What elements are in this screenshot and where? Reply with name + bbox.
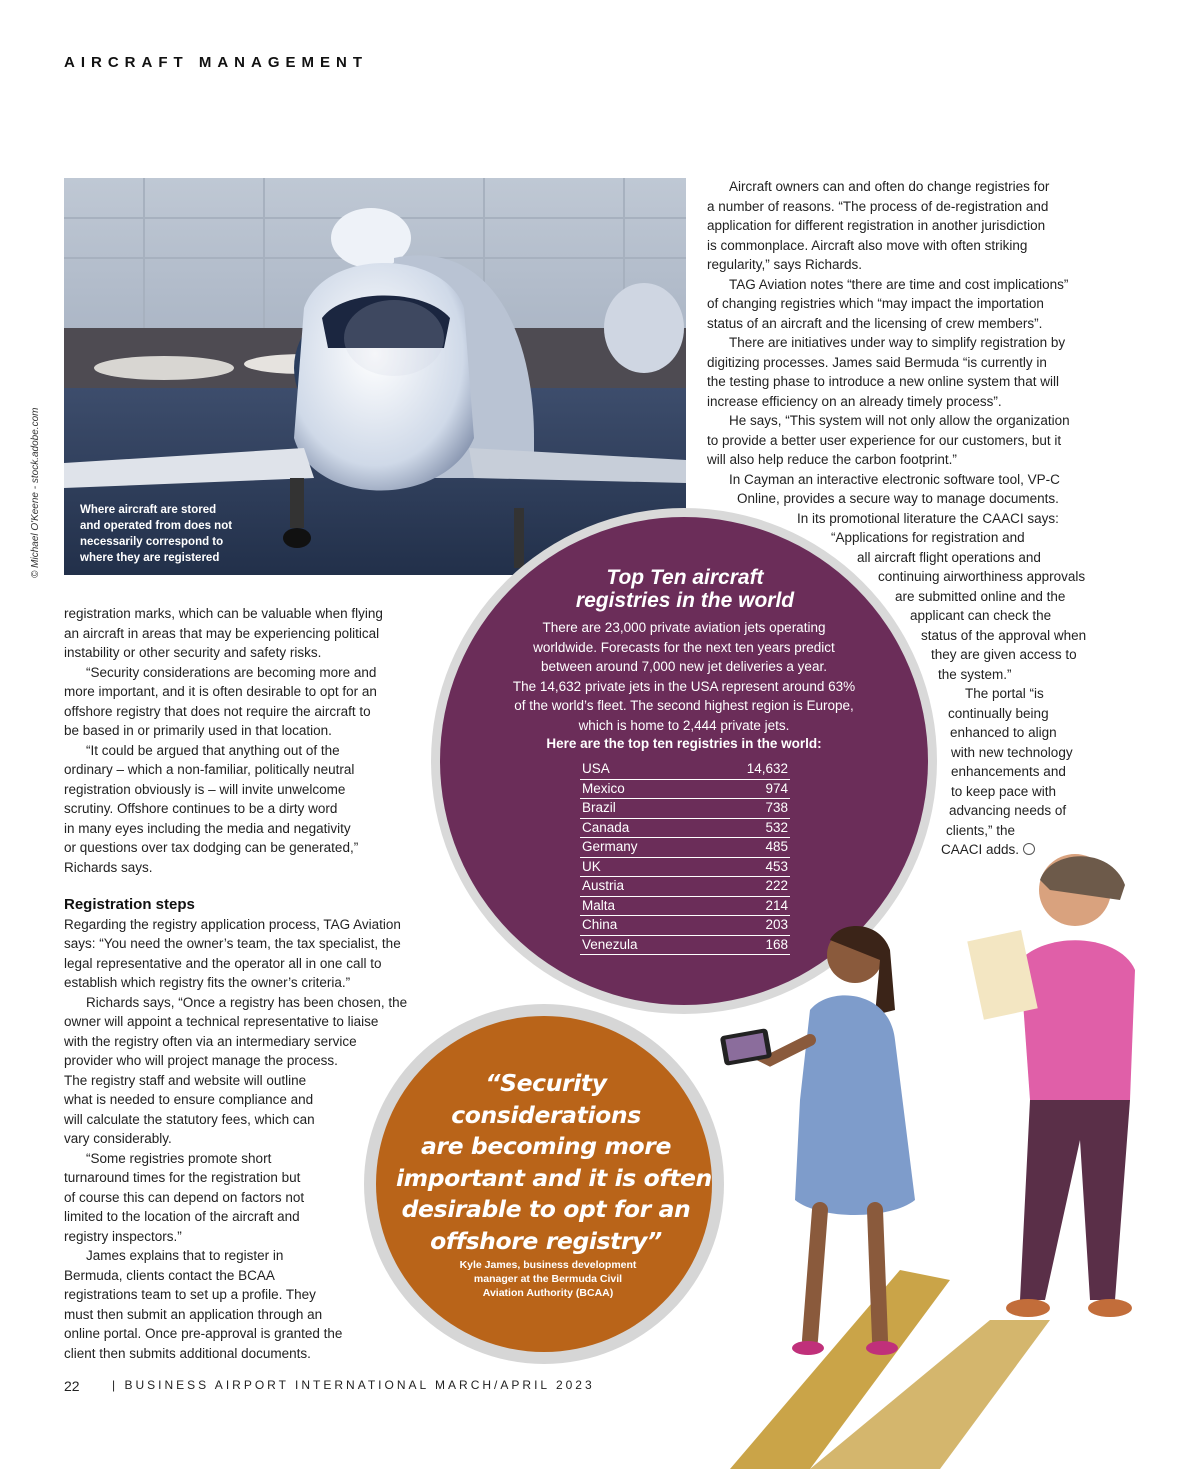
text-line: Bermuda, clients contact the BCAA [64,1267,275,1283]
publication-footer: | BUSINESS AIRPORT INTERNATIONAL MARCH/APRIL 2023 [112,1378,595,1392]
text-line: digitizing processes. James said Bermuda “is currently in [707,354,1047,370]
caption-line: Where aircraft are stored [80,504,217,516]
attribution-line: Aviation Authority (BCAA) [482,1287,614,1299]
count-cell: 14,632 [699,760,790,779]
caption-line: necessarily correspond to [80,536,224,548]
text-line: The registry staff and website will outline [64,1072,307,1088]
text-line: clients,” the [946,822,1016,838]
text-line: in many eyes including the media and negativity [64,820,351,836]
text-line: or questions over tax dodging can be generated,” [64,840,359,855]
text-line: worldwide. Forecasts for the next ten years predict [533,639,835,655]
text-line: “Some registries promote short [86,1150,272,1166]
count-cell: 203 [699,916,790,936]
text-line: will calculate the statutory fees, which can [64,1111,315,1127]
attribution-line: Kyle James, business development [459,1259,637,1271]
text-line: an aircraft in areas that may be experiencing political [64,625,380,641]
count-cell: 532 [699,818,790,838]
paragraph [64,741,454,878]
text-line: There are 23,000 private aviation jets operating [542,620,826,635]
text-line: The portal “is [965,686,1044,701]
text-line: James explains that to register in [86,1248,284,1263]
text-line: they are given access to [931,647,1077,662]
caption-line: where they are registered [80,552,220,564]
text-line: client then submits additional documents. [64,1345,311,1361]
section-title: AIRCRAFT MANAGEMENT [64,54,368,71]
text-line: online portal. Once pre-approval is granted the [64,1326,343,1341]
text-line: of changing registries which “may impact the importation [707,296,1044,311]
paragraph [707,177,1127,275]
country-cell: Mexico [580,779,699,799]
table-row [580,857,790,877]
paragraph [707,333,1127,411]
text-line: with new technology [951,744,1073,760]
text-line: are submitted online and the [895,588,1066,604]
text-line: all aircraft flight operations and [857,549,1041,565]
country-cell: Germany [580,838,699,858]
text-line: owner will appoint a technical representative to liaise [64,1014,379,1029]
table-row [580,779,790,799]
text-line: to keep pace with [951,783,1057,799]
text-line: status of the approval when [921,627,1087,643]
text-line: says: “You need the owner’s team, the tax specialist, the [64,936,401,951]
text-line: continually being [948,705,1049,721]
title-line: Top Ten aircraft [606,566,764,589]
text-line: to provide a better user experience for our customers, but it [707,432,1062,448]
count-cell: 974 [699,779,790,799]
pull-quote [396,1068,712,1257]
text-line: Aircraft owners can and often do change registries for [729,179,1050,194]
table-row [580,818,790,838]
count-cell: 453 [699,857,790,877]
paragraph [707,275,1127,334]
table-row [580,877,790,897]
text-line: of course this can depend on factors not [64,1189,305,1205]
table-row [580,896,790,916]
caption-line: and operated from does not [80,520,233,532]
table-row [580,838,790,858]
text-line: “It could be argued that anything out of the [86,742,340,758]
count-cell: 168 [699,935,790,955]
text-line: scrutiny. Offshore continues to be a dirty word [64,801,338,816]
text-line: the testing phase to introduce a new online system that will [707,374,1059,389]
text-line: of the world’s fleet. The second highest region is Europe, [514,698,854,713]
text-line: ordinary – which a non-familiar, politically neutral [64,762,355,777]
photo-caption [80,502,280,566]
text-line: what is needed to ensure compliance and [64,1092,314,1107]
paragraph [64,663,454,741]
paragraph [707,411,1127,470]
text-line: applicant can check the [910,608,1052,623]
text-line: Regarding the registry application process, TAG Aviation [64,916,401,932]
text-line: Richards says, “Once a registry has been chosen, the [86,994,408,1010]
quote-line: “Security [485,1069,607,1097]
count-cell: 222 [699,877,790,897]
page-number: 22 [64,1378,80,1394]
text-line: regularity,” says Richards. [707,257,863,272]
quote-line: are becoming more [420,1132,672,1160]
text-line: with the registry often via an intermediary service [64,1033,357,1049]
text-line: registration marks, which can be valuable when flying [64,606,383,621]
text-line: Richards says. [64,859,153,875]
pull-quote-attribution [430,1258,666,1300]
count-cell: 738 [699,799,790,819]
text-line: The 14,632 private jets in the USA represent around 63% [512,678,856,694]
quote-line: considerations [451,1100,641,1129]
count-cell: 214 [699,896,790,916]
text-line: advancing needs of [949,803,1067,818]
text-line: registry inspectors.” [64,1228,182,1244]
text-line: will also help reduce the carbon footprint.” [707,452,957,467]
paragraph [64,915,454,993]
text-line: be based in or primarily used in that location. [64,723,332,738]
table-row [580,935,790,955]
text-line: He says, “This system will not only allow the organization [729,413,1070,428]
country-cell: China [580,916,699,936]
country-cell: Austria [580,877,699,897]
text-line: application for different registration in another jurisdiction [707,218,1046,233]
paragraph [64,1246,454,1363]
text-line: continuing airworthiness approvals [878,569,1086,584]
text-line-end: CAACI adds. [941,842,1020,857]
text-line: which is home to 2,444 private jets. [578,717,790,733]
text-line: between around 7,000 new jet deliveries a year. [541,659,827,674]
text-line: In Cayman an interactive electronic software tool, VP-C [729,471,1060,487]
text-line: “Security considerations are becoming more and [86,664,377,680]
text-line: a number of reasons. “The process of de-registration and [707,198,1049,214]
text-line: must then submit an application through an [64,1306,323,1322]
text-line: TAG Aviation notes “there are time and cost implications” [729,276,1069,292]
count-cell: 485 [699,838,790,858]
text-line: is commonplace. Aircraft also move with often striking [707,237,1028,253]
text-line: registrations team to set up a profile. They [64,1287,316,1302]
quote-line: desirable to opt for an [401,1195,691,1223]
text-line: more important, and it is often desirable to opt for an [64,684,377,699]
text-line: vary considerably. [64,1131,172,1146]
registries-box-lead: Here are the top ten registries in the world: [546,736,822,751]
country-cell: Canada [580,818,699,838]
country-cell: Brazil [580,799,699,819]
text-line: turnaround times for the registration but [64,1170,301,1185]
text-line: instability or other security and safety risks. [64,645,322,660]
end-of-article-icon [1023,843,1035,855]
quote-line: important and it is often [396,1163,712,1192]
text-line: status of an aircraft and the licensing of crew members”. [707,315,1043,331]
attribution-line: manager at the Bermuda Civil [473,1273,623,1285]
text-line: There are initiatives under way to simplify registration by [729,335,1066,350]
country-cell: UK [580,857,699,877]
text-line: “Applications for registration and [831,530,1025,545]
registries-box-intro [470,618,898,735]
registries-box-title [520,566,850,612]
table-row [580,760,790,779]
text-line: increase efficiency on an already timely process”. [707,393,1002,409]
text-line: enhancements and [951,764,1066,779]
registries-table [580,760,790,955]
title-line: registries in the world [575,589,795,612]
text-line: the system.” [938,666,1012,682]
country-cell: Venezula [580,935,699,955]
table-row [580,916,790,936]
quote-line: offshore registry” [430,1226,662,1255]
text-line: limited to the location of the aircraft and [64,1209,300,1224]
text-line: legal representative and the operator all in one call to [64,955,382,971]
table-row [580,799,790,819]
photo-credit-text: © Michael O'Keene - stock.adobe.com [30,407,41,578]
subheading-registration-steps: Registration steps [64,896,195,913]
text-line: provider who will project manage the process. [64,1053,338,1068]
text-line: In its promotional literature the CAACI says: [797,510,1059,526]
text-line: Online, provides a secure way to manage documents. [737,491,1059,506]
country-cell: Malta [580,896,699,916]
text-line: registration obviously is – will invite unwelcome [64,781,346,797]
text-line: enhanced to align [950,725,1057,740]
right-column [707,177,1127,860]
country-cell: USA [580,760,699,779]
text-line: establish which registry fits the owner’s criteria.” [64,975,351,990]
paragraph [64,604,454,663]
text-line: offshore registry that does not require the aircraft to [64,703,371,719]
